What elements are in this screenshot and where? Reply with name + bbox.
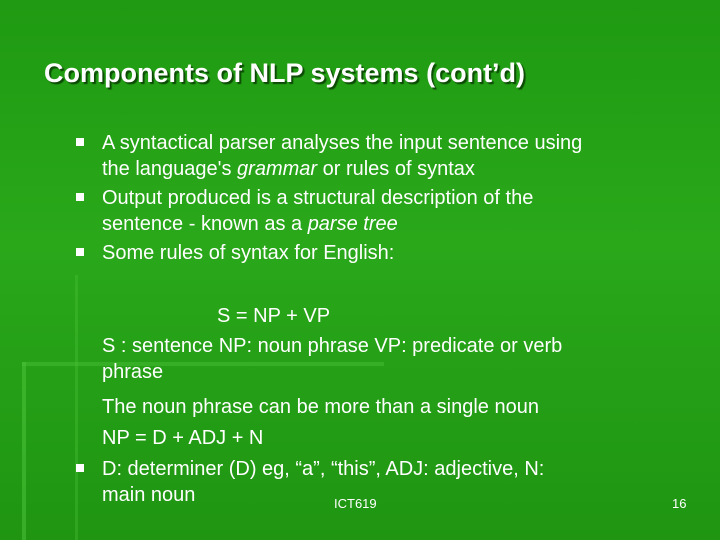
bullet-line: main noun (102, 484, 196, 506)
bullet-item (74, 240, 694, 266)
emphasized-term: grammar (237, 158, 318, 180)
bullet-line: Output produced is a structural description of the (102, 187, 534, 209)
bullet-list (74, 130, 694, 269)
page-number: 16 (672, 496, 687, 511)
bullet-line: A syntactical parser analyses the input sentence using (102, 132, 583, 154)
definition-line: phrase (102, 361, 164, 383)
slide-title: Components of NLP systems (cont’d) (44, 58, 526, 88)
emphasized-term: parse tree (307, 213, 398, 235)
bullet-list-bottom (74, 456, 694, 511)
syntax-rule: S = NP + VP (217, 305, 331, 327)
bullet-item (74, 185, 694, 237)
bullet-line: Some rules of syntax for English: (102, 242, 395, 264)
bullet-line (102, 211, 694, 237)
decorative-vertical-line (22, 362, 26, 540)
bullet-text: the language's (102, 158, 238, 180)
square-bullet-icon (76, 193, 84, 201)
bullet-line: D: determiner (D) eg, “a”, “this”, ADJ: adjective, N: (102, 458, 545, 480)
bullet-item (74, 130, 694, 182)
bullet-item (74, 456, 694, 508)
bullet-line (102, 156, 694, 182)
bullet-text: or rules of syntax (317, 158, 475, 180)
bullet-text: sentence - known as a (102, 213, 308, 235)
square-bullet-icon (76, 138, 84, 146)
definition-line: The noun phrase can be more than a single noun (102, 396, 539, 418)
footer-course: ICT619 (334, 496, 377, 511)
square-bullet-icon (76, 248, 84, 256)
square-bullet-icon (76, 464, 84, 472)
definition-line: S : sentence NP: noun phrase VP: predicate or verb (102, 335, 563, 357)
definition-line: NP = D + ADJ + N (102, 427, 264, 449)
